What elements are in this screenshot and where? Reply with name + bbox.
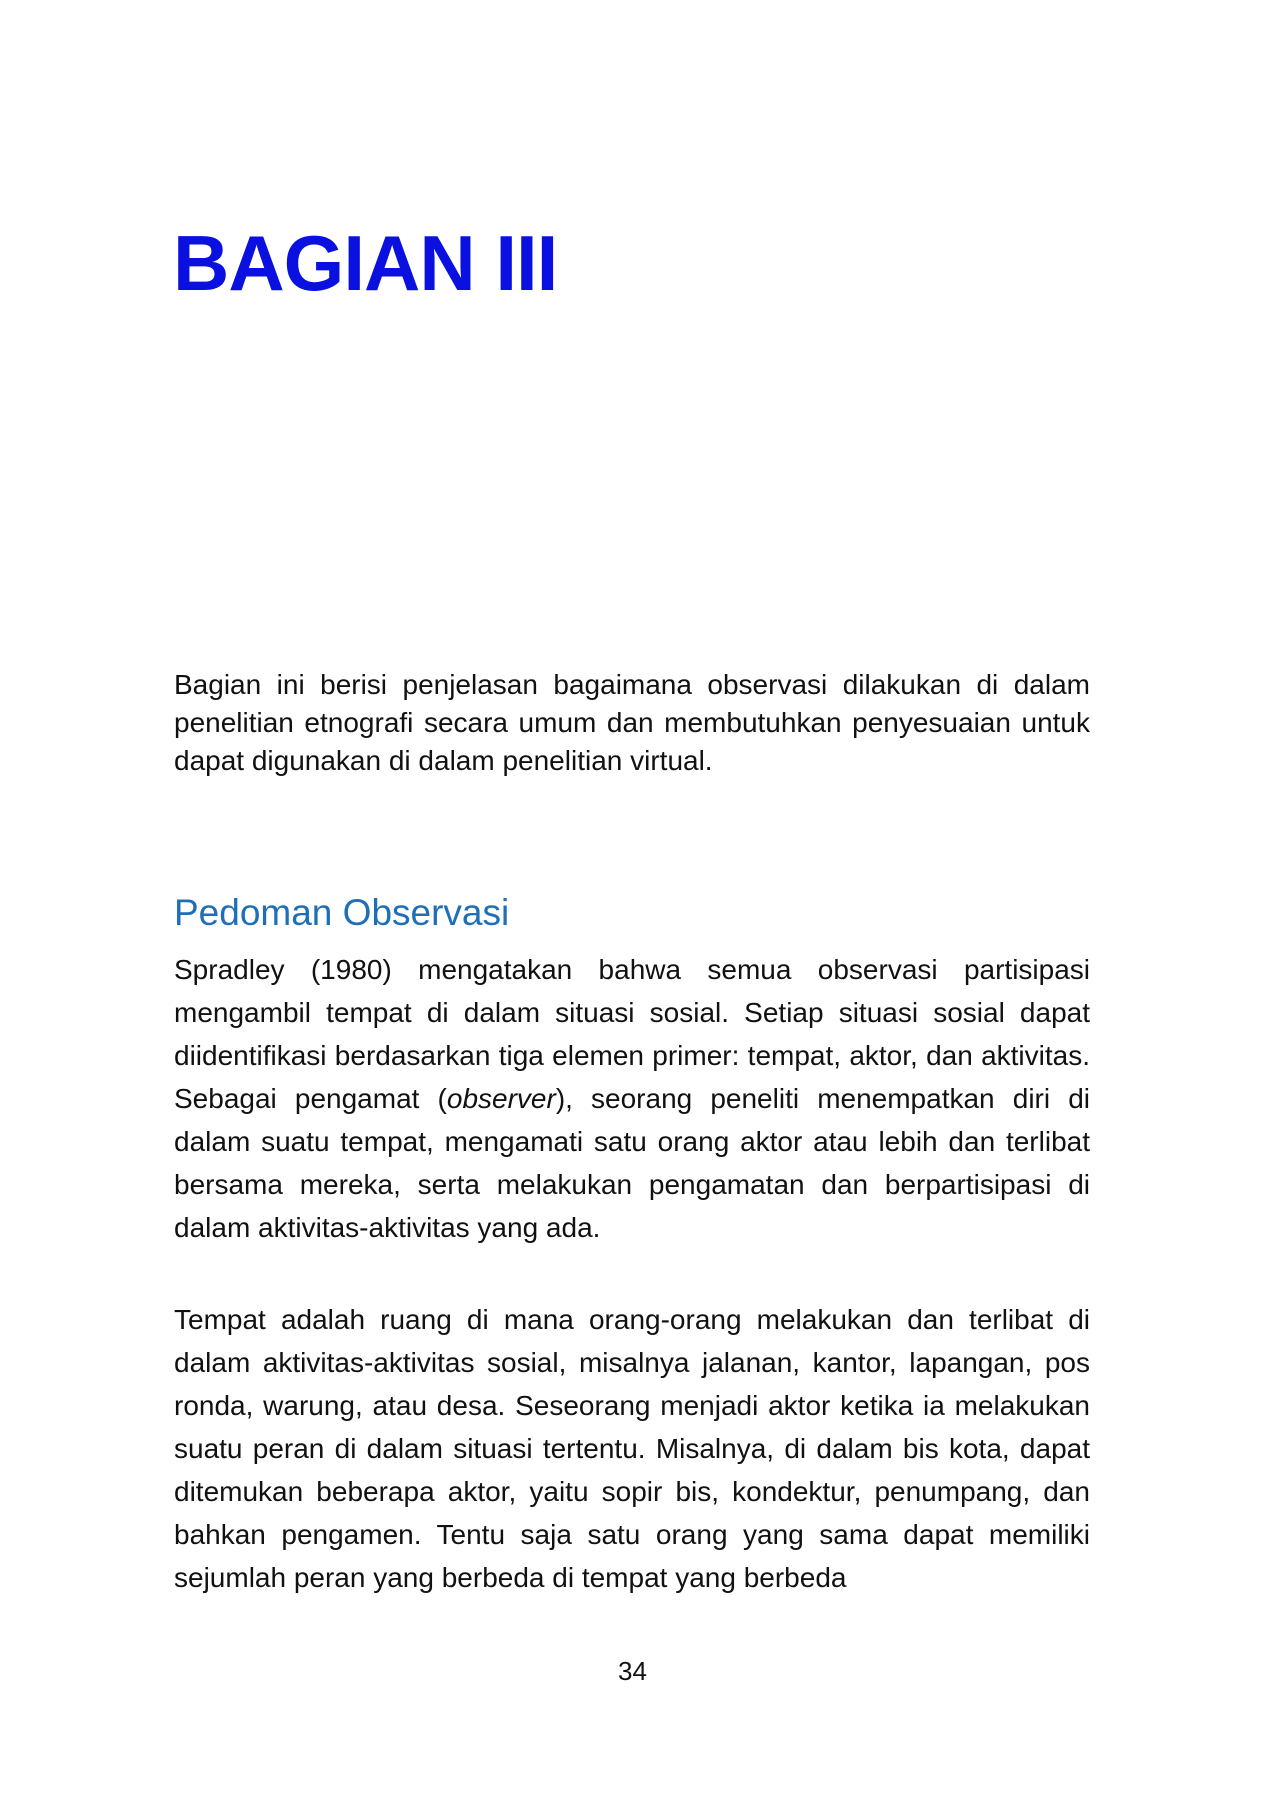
intro-paragraph: Bagian ini berisi penjelasan bagaimana observasi dilakukan di dalam penelitian etnografi secara umum dan membutuhkan penyesuaian untuk dapat digunakan di dalam penelitian virtual.	[174, 669, 1090, 776]
page-number: 34	[618, 1656, 647, 1686]
paragraph-1-text-start: Spradley (1980) mengatakan bahwa semua observasi partisipasi mengambil tempat di dalam situasi sosial. Setiap situasi sosial dapat diidentifikasi berdasarkan tiga elemen primer: tempat, aktor, dan aktivitas. Sebagai pengamat (	[174, 954, 1090, 1114]
paragraph-1-text-end: ), seorang peneliti menempatkan diri di dalam suatu tempat, mengamati satu orang aktor atau lebih dan terlibat bersama mereka, serta melakukan pengamatan dan berpartisipasi di dalam aktivitas-aktivitas yang ada.	[174, 1083, 1091, 1243]
body-paragraph-1	[174, 948, 1090, 1249]
chapter-title: BAGIAN III	[173, 219, 558, 307]
observer-term: observer	[446, 1083, 556, 1114]
body-paragraph-2: Tempat adalah ruang di mana orang-orang melakukan dan terlibat di dalam aktivitas-aktivitas sosial, misalnya jalanan, kantor, lapangan, pos ronda, warung, atau desa. Seseorang menjadi aktor ketika ia melakukan suatu peran di dalam situasi tertentu. Misalnya, di dalam bis kota, dapat ditemukan beberapa aktor, yaitu sopir bis, kondektur, penumpang, dan bahkan pengamen. Tentu saja satu orang yang sama dapat memiliki sejumlah peran yang berbeda di tempat yang berbeda	[174, 1304, 1090, 1593]
section-heading: Pedoman Observasi	[174, 892, 510, 933]
